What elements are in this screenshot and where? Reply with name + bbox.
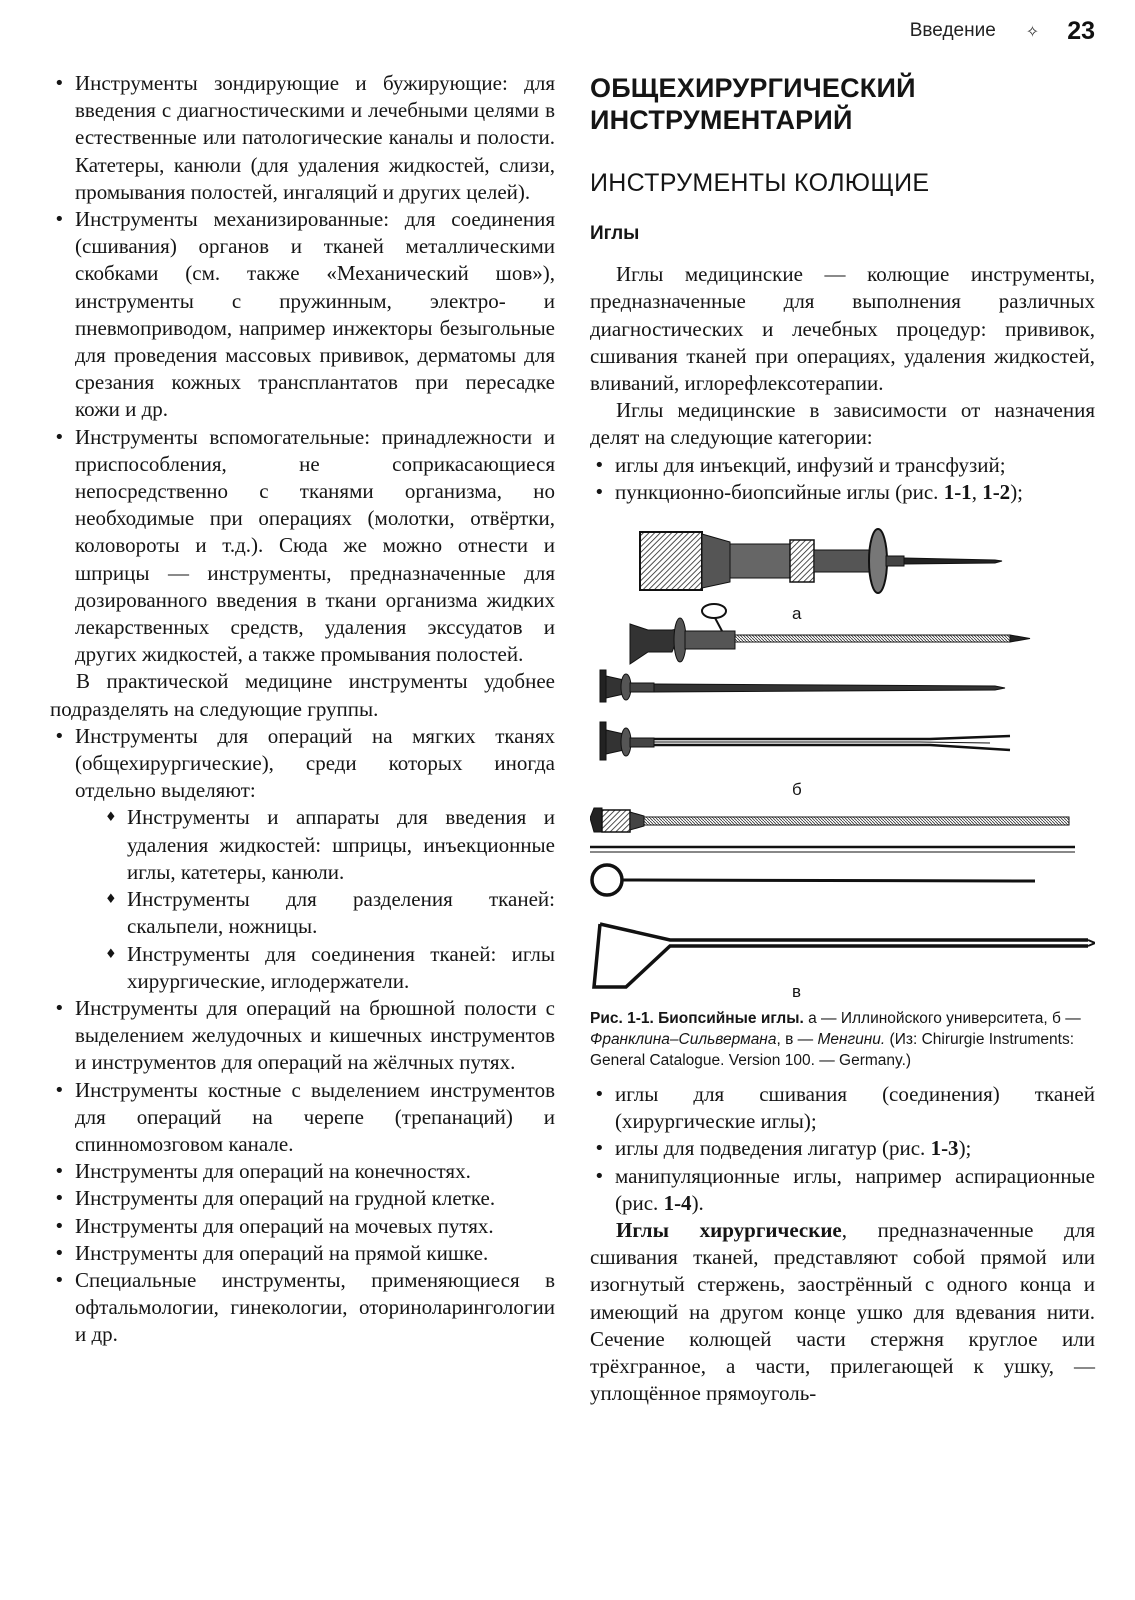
figure-label-a: а bbox=[792, 604, 802, 624]
needle-c2 bbox=[590, 847, 1075, 852]
instrument-types-list bbox=[50, 70, 555, 668]
list-item: • Инструменты зондирующие и бужирующие: для введения с диагностическими и лечебными целями в естественные или патологические каналы и полости. Катетеры, канюли (для удаления жидкостей, слизи, промывания полостей, ингаляций и других целей). bbox=[50, 70, 555, 206]
biopsy-needles-illustration bbox=[590, 512, 1095, 1004]
list-item: • Инструменты костные с выделением инструментов для операций на черепе (трепанаций) и спинномозговом канале. bbox=[50, 1077, 555, 1159]
diamond-ornament-icon: ✧ bbox=[1025, 21, 1040, 41]
list-item bbox=[50, 723, 555, 995]
list-item-text: иглы для подведения лигатур (рис. bbox=[615, 1136, 931, 1161]
needle-b3 bbox=[600, 722, 1010, 760]
paragraph-text: , предназначенные для сшивания тканей, представляют собой прямой или изогнутый стержень, заострённый с одного конца и имеющий на другом конце ушко для вдевания нити. Сечение колющей части стержня круглое или трёхгранное, а части, прилегающей к ушку, — уплощённое прямоуголь- bbox=[590, 1218, 1096, 1406]
running-head bbox=[910, 14, 1095, 48]
needle-c1 bbox=[590, 808, 1069, 832]
caption-name: Франклина–Сильвермана bbox=[590, 1031, 777, 1049]
list-item bbox=[590, 479, 1095, 506]
left-column bbox=[50, 70, 555, 1349]
figure-ref: 1-3 bbox=[930, 1136, 959, 1161]
list-item-text: пункционно-биопсийные иглы (рис. bbox=[615, 479, 944, 504]
sub-list-item: ♦ Инструменты и аппараты для введения и удаления жидкостей: шприцы, инъекционные иглы, катетеры, канюли. bbox=[103, 804, 555, 886]
list-item: • Инструменты вспомогательные: принадлежности и приспособления, не соприкасающиеся непосредственно с тканями организма, но необходимые при операциях (молотки, отвёртки, коловороты и т.д.). Сюда же можно отнести и шприцы — инструменты, предназначенные для дозированного введения в ткани организма жидких лекарственных средств, удаления экссудатов и других жидкостей, а также промывания полостей. bbox=[50, 424, 555, 669]
caption-source: (Из: Chirurgie Instruments: General Catalogue. Version 100. — Germany.) bbox=[590, 1031, 1075, 1070]
needle-b2 bbox=[600, 670, 1005, 702]
body-paragraph: В практической медицине инструменты удобнее подразделять на следующие группы. bbox=[50, 669, 555, 721]
chapter-heading: ОБЩЕХИРУРГИЧЕСКИЙ ИНСТРУМЕНТАРИЙ bbox=[590, 73, 916, 135]
figure-ref: 1-4 bbox=[663, 1190, 692, 1215]
caption-text: , в — bbox=[776, 1031, 818, 1049]
list-item: • иглы для сшивания (соединения) тканей (хирургические иглы); bbox=[590, 1081, 1095, 1135]
body-paragraph: Иглы медицинские — колющие инструменты, предназначенные для выполнения различных диагностических и лечебных процедур: прививок, сшивания тканей при операциях, удаления жидкостей, вливаний, иглорефлексотерапии. bbox=[590, 262, 1095, 396]
figure-label-c: в bbox=[792, 982, 802, 1002]
instrument-groups-list bbox=[50, 723, 555, 1349]
list-item: • иглы для инъекций, инфузий и трансфузий; bbox=[590, 452, 1095, 479]
list-item: • Инструменты для операций на мочевых путях. bbox=[50, 1213, 555, 1240]
list-item: • Инструменты для операций на брюшной полости с выделением желудочных и кишечных инструментов и инструментов для операций на жёлчных путях. bbox=[50, 995, 555, 1077]
caption-name: Менгини. bbox=[817, 1031, 886, 1049]
figure-label-b: б bbox=[792, 780, 802, 800]
list-item-text: манипуляционные иглы, например аспирационные (рис. bbox=[615, 1163, 1095, 1215]
biopsy-needles-figure bbox=[590, 512, 1095, 1004]
list-item-end: ). bbox=[691, 1190, 704, 1215]
needle-a bbox=[640, 529, 1002, 593]
subsection-heading: Иглы bbox=[590, 223, 640, 244]
list-item: • Инструменты механизированные: для соединения (сшивания) органов и тканей металлическими скобками (см. также «Механический шов»), инструменты с пружинным, электро- и пневмоприводом, например инжекторы безыгольные для проведения массовых прививок, дерматомы для срезания кожных трансплантатов при пересадке кожи и др. bbox=[50, 206, 555, 424]
list-item-text: Инструменты для операций на мягких тканях (общехирургические), среди которых иногда отдельно выделяют: bbox=[75, 723, 555, 803]
figure-ref: 1-1 bbox=[943, 479, 972, 504]
figure-caption bbox=[590, 1008, 1095, 1071]
needle-c4 bbox=[594, 924, 1095, 987]
caption-text: а — Иллинойского университета, б — bbox=[803, 1010, 1081, 1028]
caption-title: Рис. 1-1. Биопсийные иглы. bbox=[590, 1010, 804, 1028]
needle-categories-list-continued bbox=[590, 1081, 1095, 1217]
sub-list bbox=[75, 804, 555, 994]
list-item: • Инструменты для операций на прямой кишке. bbox=[50, 1240, 555, 1267]
list-item: • Инструменты для операций на конечностях. bbox=[50, 1158, 555, 1185]
list-item bbox=[590, 1163, 1095, 1217]
figure-ref: 1-2 bbox=[982, 479, 1011, 504]
sub-list-item: ♦ Инструменты для разделения тканей: скальпели, ножницы. bbox=[103, 886, 555, 940]
list-item bbox=[590, 1135, 1095, 1162]
right-column bbox=[590, 70, 1095, 1407]
list-item: • Инструменты для операций на грудной клетке. bbox=[50, 1185, 555, 1212]
section-heading: ИНСТРУМЕНТЫ КОЛЮЩИЕ bbox=[590, 169, 930, 197]
needle-b1 bbox=[630, 604, 1030, 664]
page-number: 23 bbox=[1067, 16, 1095, 45]
sub-list-item: ♦ Инструменты для соединения тканей: иглы хирургические, иглодержатели. bbox=[103, 941, 555, 995]
needle-categories-list bbox=[590, 452, 1095, 506]
needle-c3 bbox=[592, 865, 1035, 895]
list-item-end: ); bbox=[958, 1136, 972, 1161]
body-paragraph: Иглы медицинские в зависимости от назначения делят на следующие категории: bbox=[590, 398, 1095, 450]
body-paragraph bbox=[590, 1217, 1095, 1407]
list-item: • Специальные инструменты, применяющиеся в офтальмологии, гинекологии, оториноларингологии и др. bbox=[50, 1267, 555, 1349]
running-head-section: Введение bbox=[909, 20, 996, 41]
term-surgical-needles: Иглы хирургические bbox=[616, 1218, 842, 1243]
list-separator: , bbox=[971, 479, 983, 504]
list-item-end: ); bbox=[1010, 479, 1024, 504]
